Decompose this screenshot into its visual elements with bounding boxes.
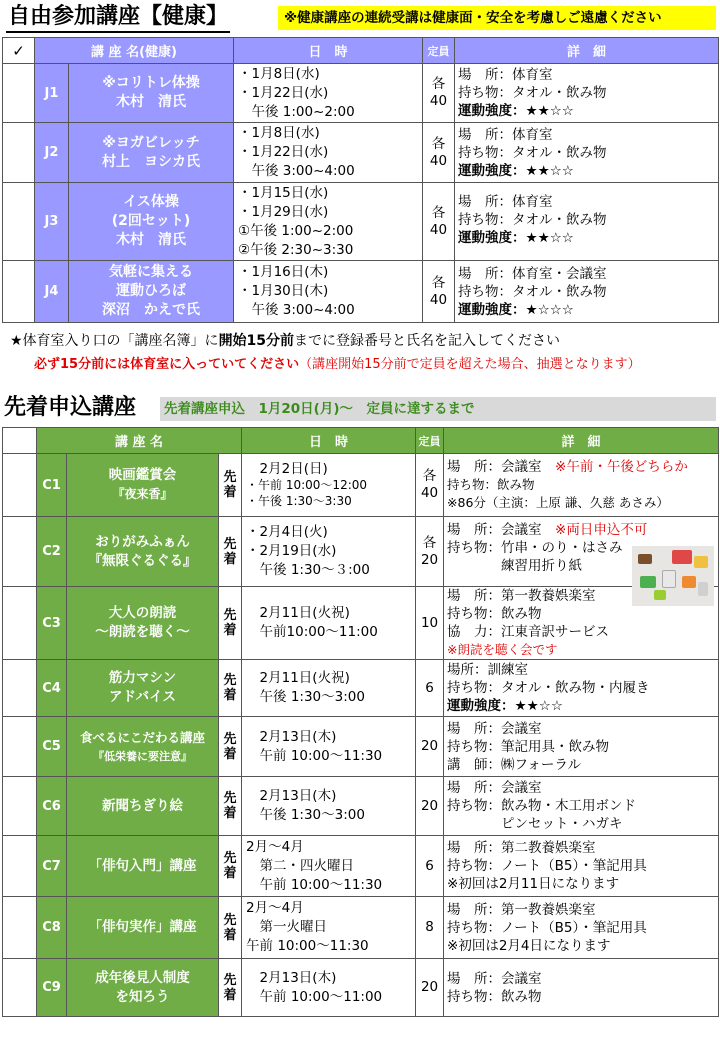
- check-cell[interactable]: [3, 587, 37, 660]
- first-come-label: 先着: [219, 777, 242, 836]
- date-header: 日 時: [234, 38, 423, 64]
- section1-notice: ※健康講座の連続受講は健康面・安全を考慮しご遠慮ください: [278, 6, 716, 30]
- section2-table: [2, 427, 719, 1017]
- course-date: ・2月4日(火) ・2月19日(水) 午後 1:30～３:00: [242, 517, 416, 587]
- check-cell[interactable]: [3, 959, 37, 1017]
- course-name: 成年後見人制度 を知ろう: [67, 959, 219, 1017]
- section1-title: 自由参加講座【健康】: [6, 3, 230, 33]
- section1-table: [2, 37, 719, 323]
- warning-note: 必ず15分前には体育室に入っていてください（講座開始15分前で定員を超えた場合、抽選となります）: [34, 357, 641, 372]
- table-row: [3, 897, 719, 959]
- course-detail: 場 所：第二教養娯楽室 持ち物：ノート（B5）・筆記用具 ※初回は2月11日になります: [444, 836, 719, 897]
- course-detail: 場 所：第一教養娯楽室 持ち物：飲み物 協 力：江東音訳サービス ※朗読を聴く会です: [444, 587, 719, 660]
- table-row: [3, 836, 719, 897]
- course-capacity: 各 40: [423, 64, 455, 123]
- first-come-label: 先着: [219, 454, 242, 517]
- course-detail: 場 所：体育室 持ち物：タオル・飲み物 運動強度：★★☆☆: [455, 64, 719, 123]
- course-date: 2月～4月 第二・四火曜日 午前 10:00～11:30: [242, 836, 416, 897]
- course-name: おりがみふぁん 『無限ぐるぐる』: [67, 517, 219, 587]
- course-date: 2月13日(木) 午後 1:30～3:00: [242, 777, 416, 836]
- course-name: 食べるにこだわる講座 『低栄養に要注意』: [67, 717, 219, 777]
- course-code: J3: [35, 183, 69, 261]
- course-detail: 場 所：会議室 持ち物：筆記用具・飲み物 講 師：㈱フォーラル: [444, 717, 719, 777]
- course-capacity: 各 40: [423, 261, 455, 323]
- course-code: J2: [35, 123, 69, 183]
- section2-subtitle: 先着講座申込 1月20日(月)～ 定員に達するまで: [160, 397, 716, 421]
- first-come-label: 先着: [219, 660, 242, 717]
- course-date: 2月2日(日) ・午前 10:00～12:00 ・午後 1:30～3:30: [242, 454, 416, 517]
- course-detail: 場 所：会議室 ※午前・午後どちらか 持ち物：飲み物 ※86分（主演：上原 謙、久慈 あさみ）: [444, 454, 719, 517]
- first-come-label: 先着: [219, 517, 242, 587]
- date-header: 日 時: [242, 428, 416, 454]
- course-date: 2月～4月 第一火曜日 午前 10:00～11:30: [242, 897, 416, 959]
- course-detail: 場 所：体育室 持ち物：タオル・飲み物 運動強度：★★☆☆: [455, 123, 719, 183]
- course-code: C8: [37, 897, 67, 959]
- table-row: [3, 717, 719, 777]
- course-detail: 場 所：会議室 ※両日申込不可 持ち物：竹串・のり・はさみ 練習用折り紙: [444, 517, 719, 587]
- table-row: [3, 587, 719, 660]
- first-come-label: 先着: [219, 717, 242, 777]
- check-header: ✓: [3, 38, 35, 64]
- table-row: [3, 183, 719, 261]
- first-come-label: 先着: [219, 587, 242, 660]
- course-capacity: 各 40: [423, 123, 455, 183]
- registration-note: ★体育室入り口の「講座名簿」に開始15分前までに登録番号と氏名を記入してください: [10, 333, 561, 349]
- course-capacity: 各 40: [416, 454, 444, 517]
- course-date: ・1月8日(水) ・1月22日(水) 午後 3:00~4:00: [234, 123, 423, 183]
- course-date: 2月11日(火祝) 午前10:00～11:00: [242, 587, 416, 660]
- course-date: 2月13日(木) 午前 10:00～11:00: [242, 959, 416, 1017]
- course-code: J1: [35, 64, 69, 123]
- check-cell[interactable]: [3, 777, 37, 836]
- origami-photo: [632, 546, 714, 606]
- capacity-header: 定員: [423, 38, 455, 64]
- course-name: 「俳句入門」講座: [67, 836, 219, 897]
- table-row: [3, 123, 719, 183]
- course-code: C2: [37, 517, 67, 587]
- course-code: C4: [37, 660, 67, 717]
- first-come-label: 先着: [219, 836, 242, 897]
- course-code: C7: [37, 836, 67, 897]
- course-code: C6: [37, 777, 67, 836]
- capacity-header: 定員: [416, 428, 444, 454]
- course-name: 新聞ちぎり絵: [67, 777, 219, 836]
- course-name: 大人の朗読 ～朗読を聴く～: [67, 587, 219, 660]
- course-detail: 場所：訓練室 持ち物：タオル・飲み物・内履き 運動強度：★★☆☆: [444, 660, 719, 717]
- course-capacity: 各 40: [423, 183, 455, 261]
- check-cell[interactable]: [3, 261, 35, 323]
- course-detail: 場 所：会議室 持ち物：飲み物: [444, 959, 719, 1017]
- course-code: C3: [37, 587, 67, 660]
- check-header: [3, 428, 37, 454]
- name-header: 講 座 名: [37, 428, 242, 454]
- course-capacity: 6: [416, 660, 444, 717]
- course-name: イス体操 (2回セット) 木村 清氏: [69, 183, 234, 261]
- first-come-label: 先着: [219, 959, 242, 1017]
- course-date: 2月11日(火祝) 午後 1:30～3:00: [242, 660, 416, 717]
- course-date: ・1月15日(水) ・1月29日(水) ①午後 1:00~2:00 ②午後 2:30~3:30: [234, 183, 423, 261]
- check-cell[interactable]: [3, 64, 35, 123]
- check-cell[interactable]: [3, 183, 35, 261]
- course-capacity: 8: [416, 897, 444, 959]
- section2-title: 先着申込講座: [4, 395, 137, 420]
- course-name: 気軽に集える 運動ひろば 深沼 かえで氏: [69, 261, 234, 323]
- detail-header: 詳 細: [455, 38, 719, 64]
- table-row: [3, 777, 719, 836]
- course-code: J4: [35, 261, 69, 323]
- course-capacity: 各 20: [416, 517, 444, 587]
- name-header: 講 座 名(健康): [35, 38, 234, 64]
- course-date: ・1月16日(木) ・1月30日(木) 午後 3:00~4:00: [234, 261, 423, 323]
- course-detail: 場 所：第一教養娯楽室 持ち物：ノート（B5）・筆記用具 ※初回は2月4日になります: [444, 897, 719, 959]
- course-capacity: 6: [416, 836, 444, 897]
- course-capacity: 20: [416, 777, 444, 836]
- course-name: 筋力マシン アドバイス: [67, 660, 219, 717]
- course-capacity: 20: [416, 959, 444, 1017]
- course-code: C1: [37, 454, 67, 517]
- course-capacity: 10: [416, 587, 444, 660]
- table-row: [3, 959, 719, 1017]
- check-cell[interactable]: [3, 517, 37, 587]
- check-cell[interactable]: [3, 717, 37, 777]
- check-cell[interactable]: [3, 123, 35, 183]
- course-detail: 場 所：体育室 持ち物：タオル・飲み物 運動強度：★★☆☆: [455, 183, 719, 261]
- course-name: 「俳句実作」講座: [67, 897, 219, 959]
- course-name: ※コリトレ体操 木村 清氏: [69, 64, 234, 123]
- course-code: C9: [37, 959, 67, 1017]
- table-row: [3, 517, 719, 587]
- check-cell[interactable]: [3, 454, 37, 517]
- check-cell[interactable]: [3, 897, 37, 959]
- course-date: ・1月8日(水) ・1月22日(水) 午後 1:00~2:00: [234, 64, 423, 123]
- course-date: 2月13日(木) 午前 10:00～11:30: [242, 717, 416, 777]
- course-detail: 場 所：会議室 持ち物：飲み物・木工用ボンド ピンセット・ハガキ: [444, 777, 719, 836]
- check-cell[interactable]: [3, 836, 37, 897]
- course-detail: 場 所：体育室・会議室 持ち物：タオル・飲み物 運動強度：★☆☆☆: [455, 261, 719, 323]
- table-header-row: [3, 428, 719, 454]
- course-capacity: 20: [416, 717, 444, 777]
- course-name: ※ヨガビレッチ 村上 ヨシカ氏: [69, 123, 234, 183]
- detail-header: 詳 細: [444, 428, 719, 454]
- table-header-row: [3, 38, 719, 64]
- course-name: 映画鑑賞会 『夜来香』: [67, 454, 219, 517]
- table-row: [3, 454, 719, 517]
- table-row: [3, 660, 719, 717]
- check-cell[interactable]: [3, 660, 37, 717]
- course-code: C5: [37, 717, 67, 777]
- table-row: [3, 261, 719, 323]
- first-come-label: 先着: [219, 897, 242, 959]
- table-row: [3, 64, 719, 123]
